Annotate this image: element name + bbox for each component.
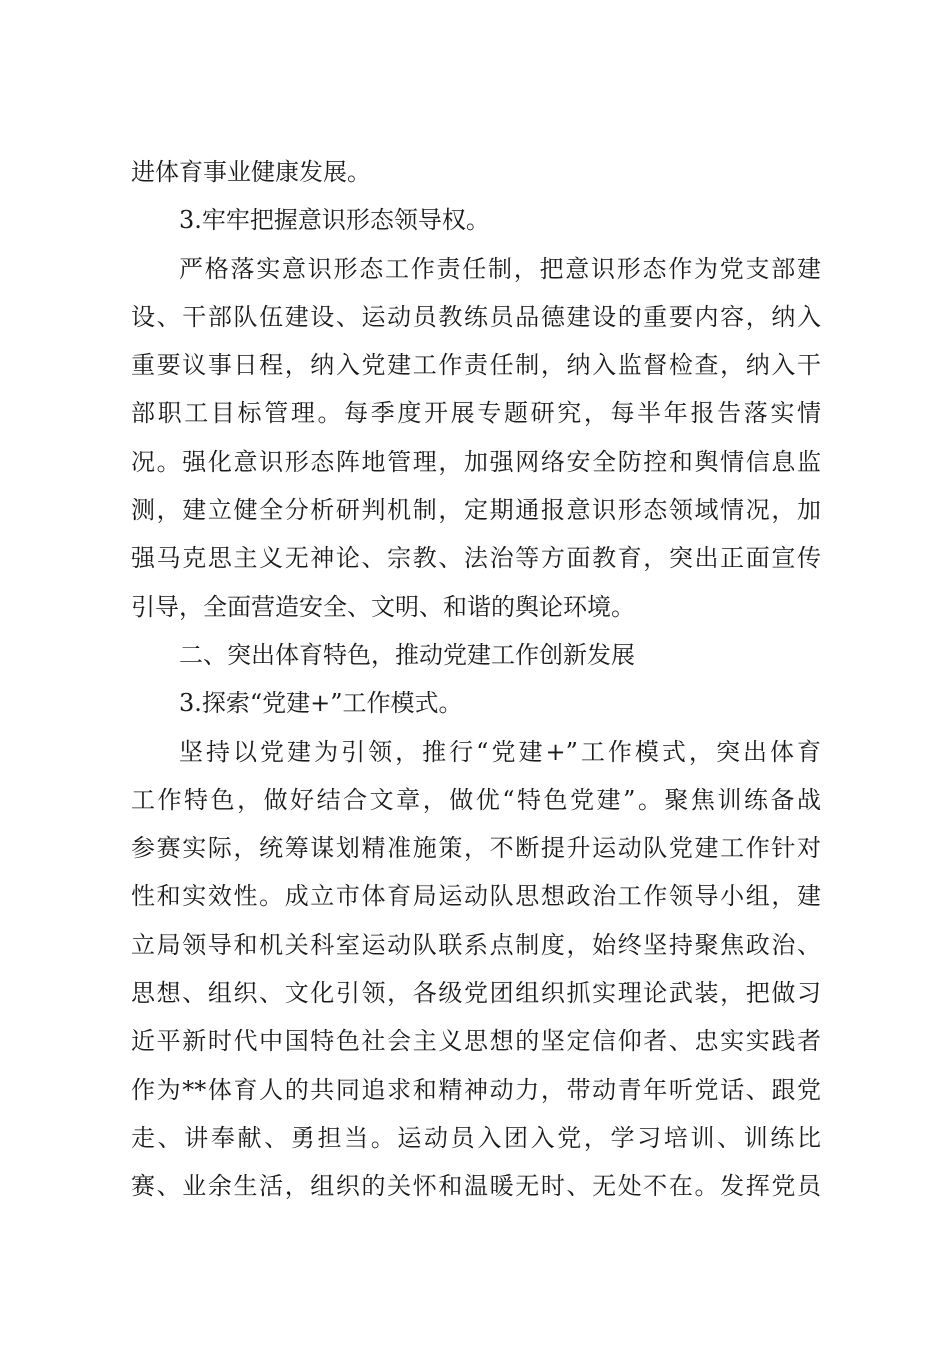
text-line: 赛、业余生活，组织的关怀和温暖无时、无处不在。发挥党员 [131, 1172, 821, 1201]
text-line: 重要议事日程，纳入党建工作责任制，纳入监督检查，纳入干 [131, 351, 821, 380]
text-line: 部职工目标管理。每季度开展专题研究，每半年报告落实情 [131, 399, 821, 428]
text-line: 近平新时代中国特色社会主义思想的坚定信仰者、忠实实践者 [131, 1027, 821, 1056]
text-line: 况。强化意识形态阵地管理，加强网络安全防控和舆情信息监 [131, 447, 821, 476]
text-line: 引导，全面营造安全、文明、和谐的舆论环境。 [131, 592, 635, 621]
text-line: 设、干部队伍建设、运动员教练员品德建设的重要内容，纳入 [131, 302, 821, 331]
text-line: 严格落实意识形态工作责任制，把意识形态作为党支部建 [179, 254, 821, 283]
text-line: 立局领导和机关科室运动队联系点制度，始终坚持聚焦政治、 [131, 930, 821, 959]
section-subheading: 3.牢牢把握意识形态领导权。 [179, 206, 490, 235]
text-line: 坚持以党建为引领，推行“党建+”工作模式，突出体育 [179, 737, 821, 766]
text-line: 强马克思主义无神论、宗教、法治等方面教育，突出正面宣传 [131, 544, 821, 573]
text-line: 参赛实际，统筹谋划精准施策，不断提升运动队党建工作针对 [131, 834, 821, 863]
text-line: 进体育事业健康发展。 [131, 158, 371, 186]
text-line: 作为**体育人的共同追求和精神动力，带动青年听党话、跟党 [131, 1075, 821, 1104]
text-line: 工作特色，做好结合文章，做优“特色党建”。聚焦训练备战 [131, 785, 821, 814]
text-line: 测，建立健全分析研判机制，定期通报意识形态领域情况，加 [131, 496, 821, 525]
document-body [131, 148, 821, 1211]
text-line: 思想、组织、文化引领，各级党团组织抓实理论武装，把做习 [131, 979, 821, 1008]
text-line: 性和实效性。成立市体育局运动队思想政治工作领导小组，建 [131, 882, 821, 911]
section-heading: 二、突出体育特色，推动党建工作创新发展 [179, 640, 635, 669]
section-subheading: 3.探索“党建+”工作模式。 [179, 689, 463, 718]
text-line: 走、讲奉献、勇担当。运动员入团入党，学习培训、训练比 [131, 1123, 821, 1152]
